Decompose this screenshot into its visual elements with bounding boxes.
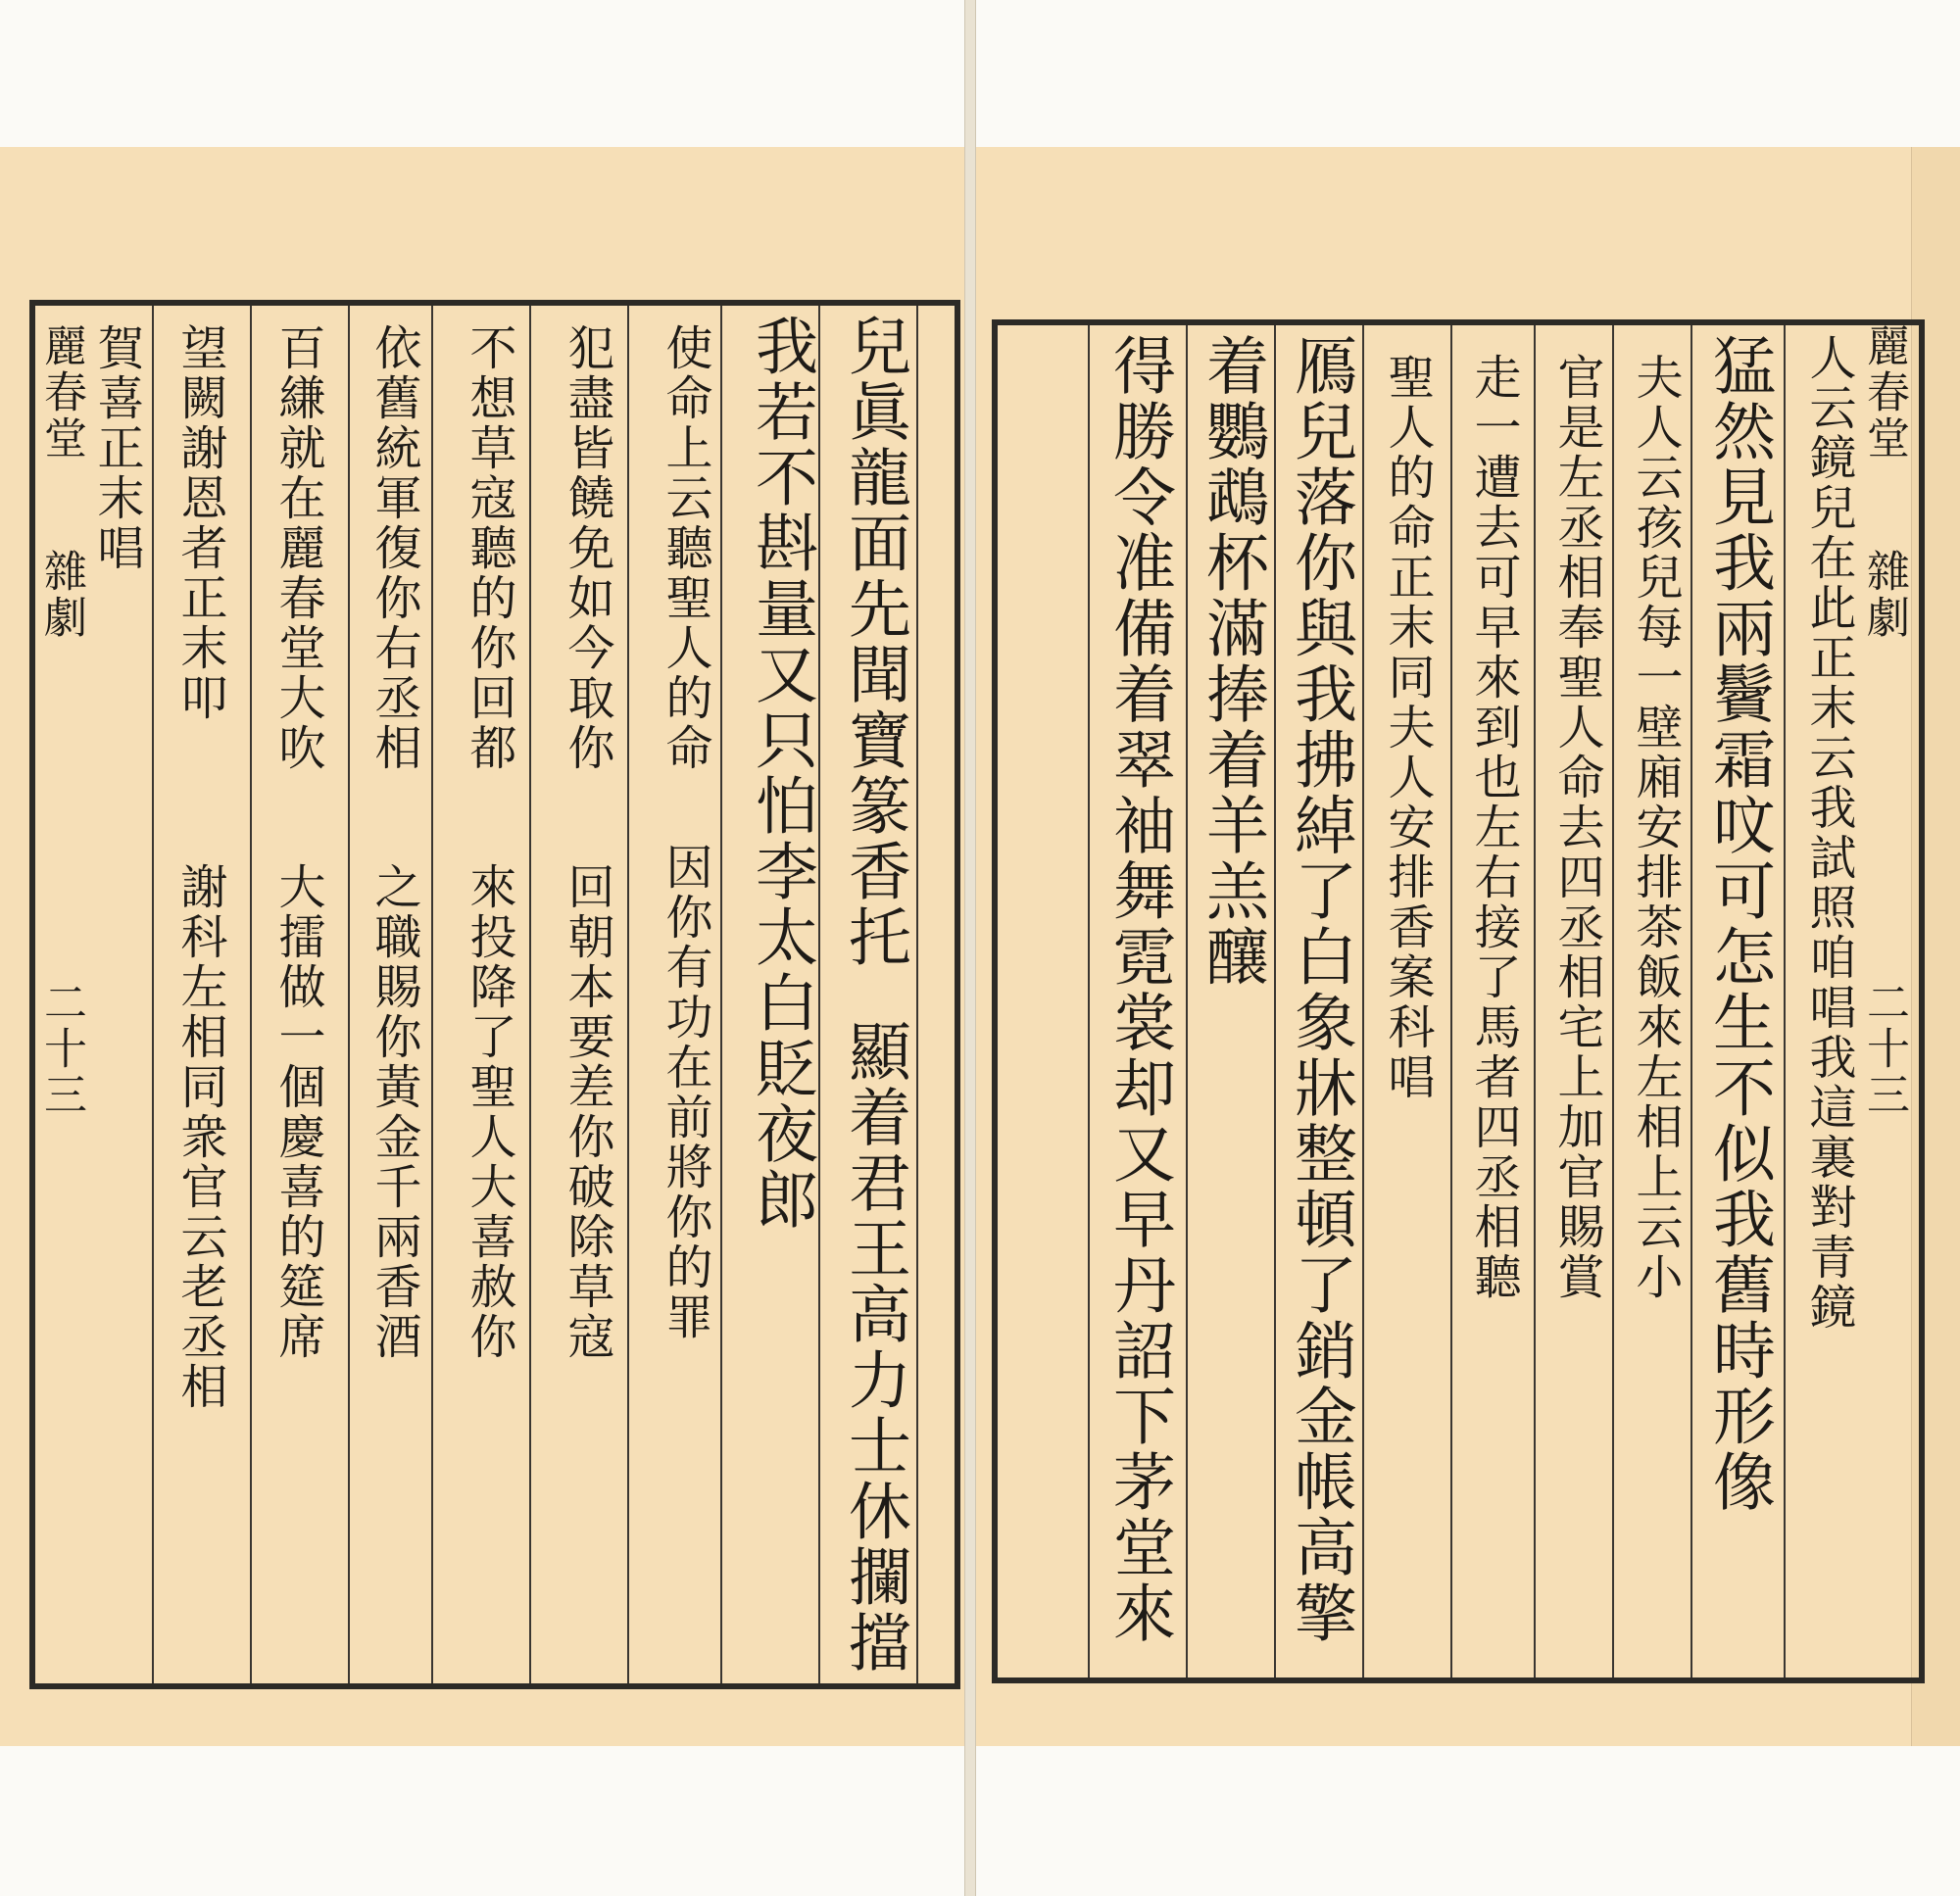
text-column: 賀喜正末唱	[89, 323, 144, 573]
text-column: 不想草寇聽的你回都	[462, 323, 516, 773]
text-column: 得勝令准備着翠袖舞霓裳却又早丹詔下茅堂來	[1102, 333, 1175, 1646]
column-rule	[152, 306, 154, 1683]
text-column: 兒眞龍面先聞寶篆香托	[838, 314, 910, 970]
text-column: 之職賜你黃金千兩香酒	[367, 862, 421, 1362]
text-column: 着鸚鵡杯滿捧着羊羔釀	[1196, 333, 1268, 990]
foldline-title: 麗春堂	[36, 323, 86, 462]
text-column: 聖人的命正末同夫人安排香案科唱	[1380, 353, 1435, 1102]
foldline-act: 雜劇	[36, 549, 86, 641]
column-rule	[1186, 325, 1188, 1677]
column-rule	[1784, 325, 1786, 1677]
text-column: 使命上云聽聖人的命	[658, 323, 712, 773]
text-column: 顯着君王高力士休攔擋	[838, 1019, 910, 1676]
text-column: 百縑就在麗春堂大吹	[270, 323, 325, 773]
text-column: 大擂做一個慶喜的筵席	[270, 862, 325, 1362]
column-rule	[818, 306, 820, 1683]
column-rule	[627, 306, 629, 1683]
column-rule	[1450, 325, 1452, 1677]
column-rule	[250, 306, 252, 1683]
paper-margin-top	[0, 0, 1960, 147]
text-column: 夫人云孩兒每一壁廂安排茶飯來左相上云小	[1628, 353, 1683, 1302]
text-column: 我若不斟量又只怕李太白貶夜郎	[745, 314, 817, 1233]
text-column: 走一遭去可早來到也左右接了馬者四丞相聽	[1466, 353, 1521, 1302]
text-column: 犯盡皆饒免如今取你	[560, 323, 614, 773]
column-rule	[720, 306, 722, 1683]
text-column: 人云鏡兒在此正末云我試照咱唱我這裏對青鏡	[1801, 333, 1856, 1333]
text-column: 鴈兒落你與我拂綽了白象牀整頓了銷金帳高擎	[1284, 333, 1356, 1646]
column-rule	[1362, 325, 1364, 1677]
column-rule	[1274, 325, 1276, 1677]
text-column: 來投降了聖人大喜赦你	[462, 862, 516, 1362]
column-rule	[916, 306, 918, 1683]
column-rule	[348, 306, 350, 1683]
text-column: 回朝本要差你破除草寇	[560, 862, 614, 1362]
foldline-title: 麗春堂	[1859, 323, 1909, 462]
paper-margin-bottom	[0, 1746, 1960, 1896]
column-rule	[1612, 325, 1614, 1677]
column-rule	[1690, 325, 1692, 1677]
foldline-page-number: 二十三	[1859, 980, 1909, 1118]
text-column: 依舊統軍復你右丞相	[367, 323, 421, 773]
column-rule	[1534, 325, 1536, 1677]
text-column: 猛然見我兩鬢霜呅可怎生不似我舊時形像	[1702, 333, 1775, 1515]
column-rule	[431, 306, 433, 1683]
foldline-act: 雜劇	[1859, 549, 1909, 641]
text-column: 因你有功在前將你的罪	[658, 843, 712, 1342]
text-column: 官是左丞相奉聖人命去四丞相宅上加官賜賞	[1549, 353, 1604, 1302]
column-rule	[1088, 325, 1090, 1677]
book-gutter	[964, 0, 976, 1896]
text-column: 望闕謝恩者正末叩	[172, 323, 227, 723]
text-column: 謝科左相同衆官云老丞相	[172, 862, 227, 1412]
column-rule	[529, 306, 531, 1683]
foldline-page-number: 二十三	[36, 980, 86, 1118]
